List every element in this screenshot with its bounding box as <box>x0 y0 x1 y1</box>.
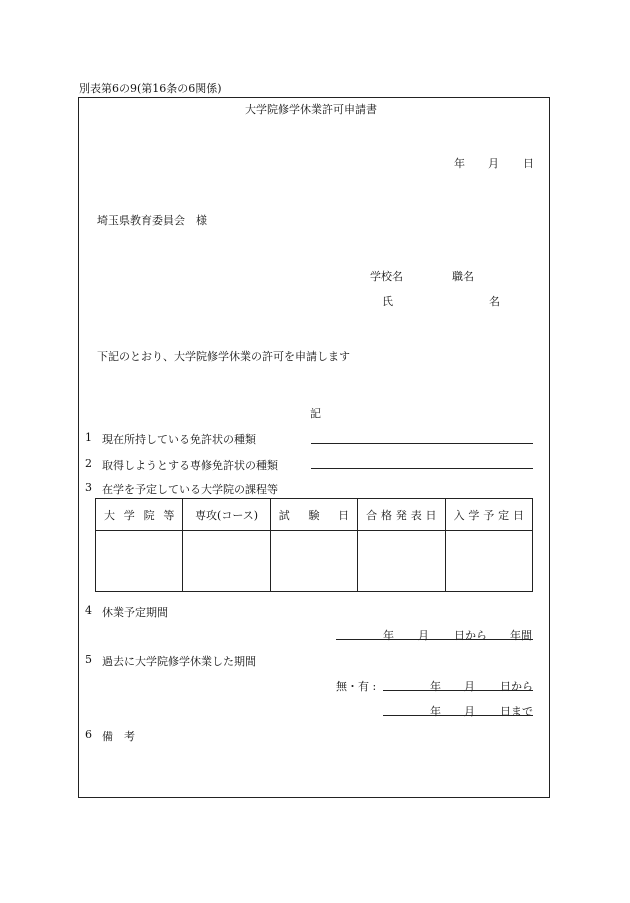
item-number: 6 <box>85 728 92 741</box>
table-header-row <box>96 499 533 531</box>
header-exam-date-text <box>271 507 357 523</box>
cell-graduate-school[interactable] <box>96 531 183 592</box>
header-char: 大 <box>104 508 115 522</box>
leave-period-field[interactable] <box>336 639 533 640</box>
header-char: 院 <box>143 508 155 522</box>
header-exam-date <box>270 499 357 531</box>
past-until: 日まで <box>500 705 533 718</box>
header-result-date <box>358 499 445 531</box>
past-year: 年 <box>430 680 441 693</box>
table-row <box>96 531 533 592</box>
header-char: 合 <box>366 508 378 522</box>
position-label: 職名 <box>452 270 474 283</box>
header-char: 験 <box>308 508 320 522</box>
item-number: 3 <box>85 481 92 494</box>
item-label-remarks: 備 考 <box>102 730 135 743</box>
item-label-graduate-course: 在学を予定している大学院の課程等 <box>102 483 278 496</box>
cell-enrollment-date[interactable] <box>445 531 532 592</box>
header-char: 表 <box>410 508 422 522</box>
item-number: 4 <box>85 604 92 617</box>
header-char: 日 <box>338 508 350 522</box>
header-major <box>183 499 270 531</box>
school-name-label: 学校名 <box>370 270 403 283</box>
past-month: 月 <box>464 705 475 718</box>
header-char: 日 <box>513 508 524 522</box>
period-month: 月 <box>418 629 429 642</box>
course-table <box>95 498 533 592</box>
date-month: 月 <box>488 157 499 170</box>
past-start-field[interactable] <box>383 690 533 691</box>
period-years: 年間 <box>510 629 532 642</box>
ki-heading: 記 <box>310 407 321 420</box>
header-char: 等 <box>163 508 175 522</box>
header-char: 学 <box>468 508 480 522</box>
header-char: 学 <box>123 508 135 522</box>
past-year: 年 <box>430 705 441 718</box>
period-from: 日から <box>454 629 487 642</box>
name-label-first: 氏 <box>382 295 393 308</box>
form-frame <box>78 97 550 798</box>
header-char: 発 <box>395 508 407 522</box>
header-char: 入 <box>453 508 465 522</box>
past-none-or-yes: 無・有 : <box>336 680 377 693</box>
header-char: 試 <box>278 508 290 522</box>
header-char: 格 <box>381 508 393 522</box>
header-char: 定 <box>498 508 510 522</box>
header-graduate-school-text <box>96 507 182 523</box>
item-number: 1 <box>85 431 92 444</box>
item-label-current-license: 現在所持している免許状の種類 <box>102 433 256 446</box>
item-label-target-license: 取得しようとする専修免許状の種類 <box>102 459 278 472</box>
current-license-field[interactable] <box>311 443 533 444</box>
past-end-field[interactable] <box>383 715 533 716</box>
header-char: 予 <box>483 508 495 522</box>
header-result-date-text <box>358 507 444 523</box>
header-enrollment-date <box>445 499 532 531</box>
addressee: 埼玉県教育委員会 様 <box>97 214 207 227</box>
header-major-text: 専攻(コース) <box>195 508 259 522</box>
header-graduate-school <box>96 499 183 531</box>
item-label-leave-period: 休業予定期間 <box>102 606 168 619</box>
name-label-second: 名 <box>489 295 500 308</box>
date-day: 日 <box>523 157 534 170</box>
item-number: 2 <box>85 457 92 470</box>
cell-exam-date[interactable] <box>270 531 357 592</box>
item-number: 5 <box>85 653 92 666</box>
date-year: 年 <box>454 157 465 170</box>
intro-text: 下記のとおり、大学院修学休業の許可を申請します <box>97 350 350 363</box>
target-license-field[interactable] <box>311 468 533 469</box>
form-title: 大学院修学休業許可申請書 <box>245 103 377 116</box>
period-year: 年 <box>383 629 394 642</box>
past-month: 月 <box>464 680 475 693</box>
cell-major[interactable] <box>183 531 270 592</box>
header-char: 日 <box>425 508 437 522</box>
cell-result-date[interactable] <box>358 531 445 592</box>
header-note: 別表第6の9(第16条の6関係) <box>79 82 222 95</box>
header-enrollment-date-text <box>446 507 532 523</box>
past-from: 日から <box>500 680 533 693</box>
item-label-past-leave: 過去に大学院修学休業した期間 <box>102 655 256 668</box>
